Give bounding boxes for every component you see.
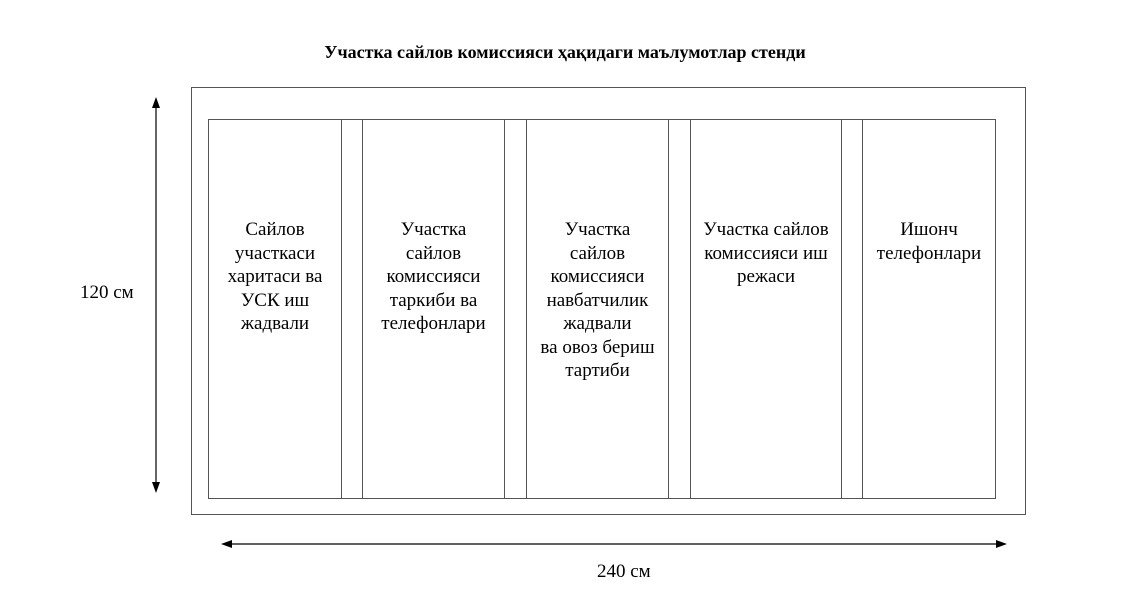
panel-divider (341, 119, 342, 499)
panel-2-text: Участка сайлов комиссияси таркиби ва телефонлари (381, 219, 486, 334)
panel-5-text: Ишонч телефонлари (876, 219, 982, 264)
panel-divider (504, 119, 505, 499)
panel-divider (668, 119, 669, 499)
panel-3-text: Участка сайлов комиссияси навбатчилик жадвали ва овоз бериш тартиби (540, 219, 655, 381)
panel-divider (690, 119, 691, 499)
panel-4-text: Участка сайлов комиссияси иш режаси (703, 219, 829, 287)
width-dimension-label: 240 см (597, 561, 651, 582)
panel-divider (841, 119, 842, 499)
stand-title: Участка сайлов комиссияси ҳақидаги маълумотлар стенди (324, 42, 806, 62)
panel-divider (862, 119, 863, 499)
height-arrow (152, 97, 160, 493)
height-dimension-label: 120 см (80, 282, 134, 303)
panel-1-text: Сайлов участкаси харитаси ва УСК иш жадвали (227, 219, 323, 334)
width-arrow (221, 540, 1007, 548)
